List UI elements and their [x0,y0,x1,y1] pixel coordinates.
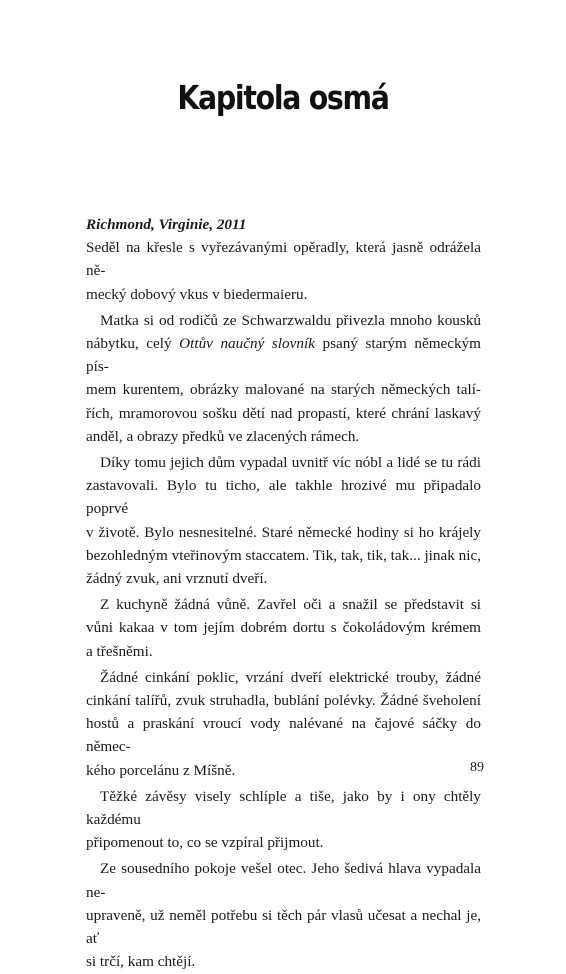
section-place-date [86,213,481,236]
paragraph-3 [86,451,481,590]
paragraph-line: mecký dobový vkus v biedermaieru. [86,285,308,303]
paragraph-line: si trčí, kam chtějí. [86,953,196,971]
paragraph-line: Žádné cinkání poklic, vrzání dveří elektrické trouby, žádné [100,668,481,686]
paragraph-line: hostů a praskání vroucí vody nalévané na čajové sáčky do němec- [86,715,481,756]
paragraph-line: anděl, a obrazy předků ve zlacených rámech. [86,427,360,445]
paragraph-line: Z kuchyně žádná vůně. Zavřel oči a snažil se představit si [100,596,481,614]
page-number: 89 [470,760,484,775]
paragraph-line: Matka si od rodičů ze Schwarzwaldu přivezla mnoho kousků [100,311,481,329]
paragraph-line: připomenout to, co se vzpíral přijmout. [86,834,324,852]
paragraph-line: Seděl na křesle s vyřezávanými opěradly, která jasně odrážela ně- [86,239,481,280]
section-place-date-suffix: , Virginie, 2011 [151,216,247,233]
paragraph-line: zastavovali. Bylo tu ticho, ale takhle hrozivé mu připadalo poprvé [86,477,481,518]
paragraph-2 [86,309,481,448]
paragraph-line: Díky tomu jejich dům vypadal uvnitř víc nóbl a lidé se tu rádi [100,454,481,472]
paragraph-6 [86,785,481,855]
paragraph-line: žádný zvuk, ani vrznutí dveří. [86,570,268,588]
paragraph-line: Ze sousedního pokoje vešel otec. Jeho šedivá hlava vypadala ne- [86,860,481,901]
paragraph-line [86,332,481,378]
paragraph-1 [86,236,481,306]
paragraph-line-start: nábytku, celý [86,335,180,353]
paragraph-line: upraveně, už neměl potřebu si těch pár vlasů učesat a nechal je, ať [86,906,481,948]
paragraph-line: řích, mramorovou sošku dětí nad propastí, které chrání laskavý [86,404,481,422]
paragraph-line: kého porcelánu z Míšně. [86,761,236,779]
chapter-body [86,213,481,974]
paragraph-7 [86,857,481,973]
paragraph-4 [86,593,481,663]
paragraph-line: cinkání talířů, zvuk struhadla, bublání polévky. Žádné šveholení [86,692,481,710]
paragraph-line: a třešněmi. [86,642,153,660]
paragraph-line: mem kurentem, obrázky malované na starých německých talí- [86,381,481,399]
chapter-title: Kapitola osmá [177,78,389,117]
paragraph-line: Těžké závěsy visely schlíple a tiše, jako by i ony chtěly každému [86,787,481,829]
paragraph-line: vůni kakaa v tom jejím dobrém dortu s čokoládovým krémem [86,619,481,637]
paragraph-line: bezohledným vteřinovým staccatem. Tik, tak, tik, tak... jinak nic, [86,546,481,564]
italic-book-title: Ottův naučný slovník [179,335,315,353]
paragraph-line-end: psaný starým německým pís- [86,335,481,376]
section-place-date-prefix: Richmond [86,216,151,233]
paragraph-line: v životě. Bylo nesnesitelné. Staré německé hodiny si ho krájely [86,523,481,541]
